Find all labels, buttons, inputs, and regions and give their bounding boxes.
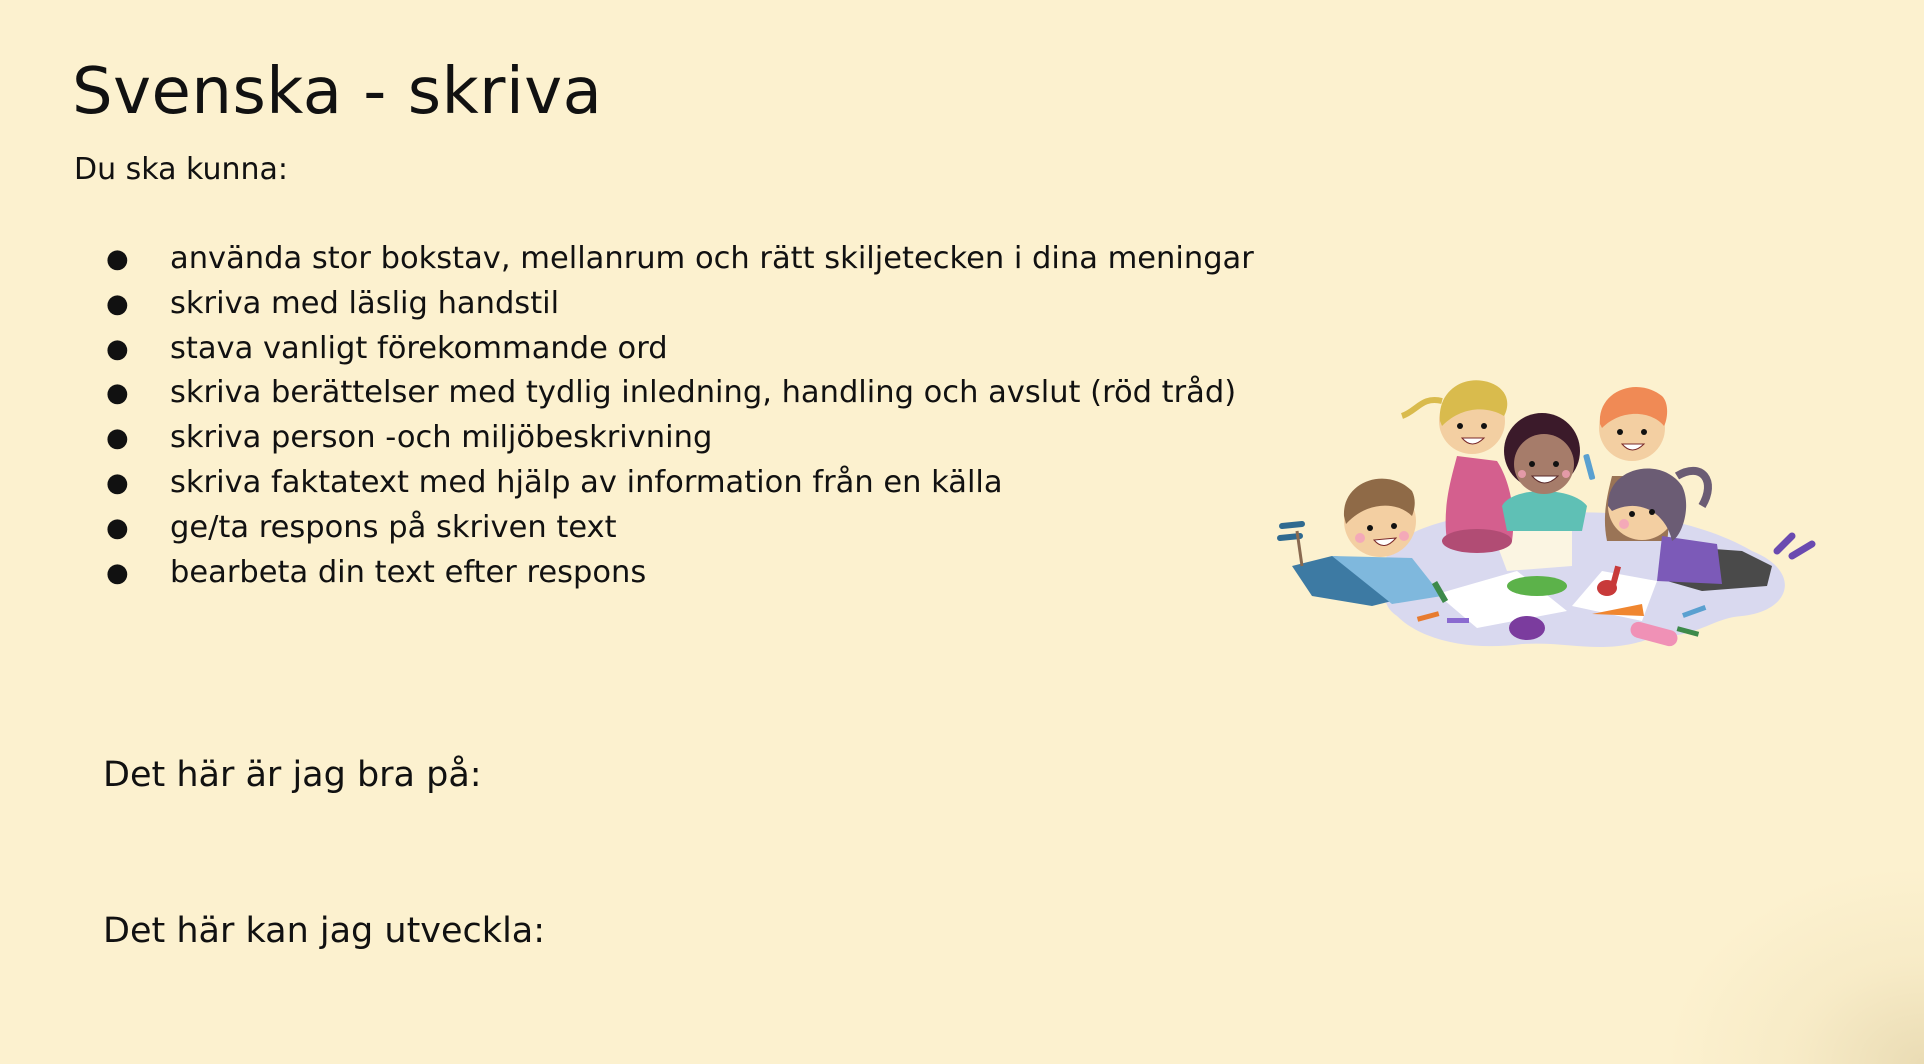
bullet-icon: ● bbox=[106, 288, 129, 319]
children-drawing-illustration-icon bbox=[1272, 366, 1828, 656]
bullet-icon: ● bbox=[106, 467, 129, 498]
bullet-icon: ● bbox=[106, 378, 129, 409]
strengths-label: Det här är jag bra på: bbox=[103, 755, 482, 795]
goal-text: bearbeta din text efter respons bbox=[170, 554, 647, 590]
page-corner-shadow bbox=[1664, 864, 1924, 1064]
goal-text: skriva faktatext med hjälp av information från en källa bbox=[170, 464, 1003, 500]
bullet-icon: ● bbox=[106, 423, 129, 454]
develop-label: Det här kan jag utveckla: bbox=[103, 911, 546, 951]
goal-text: ge/ta respons på skriven text bbox=[170, 509, 617, 545]
slide-title: Svenska - skriva bbox=[72, 55, 603, 129]
goal-text: stava vanligt förekommande ord bbox=[170, 330, 668, 366]
bullet-icon: ● bbox=[106, 333, 129, 364]
goal-text: skriva person -och miljöbeskrivning bbox=[170, 420, 713, 456]
goal-text: använda stor bokstav, mellanrum och rätt skiljetecken i dina meningar bbox=[170, 241, 1254, 276]
goal-text: skriva med läslig handstil bbox=[170, 285, 560, 321]
goal-text: skriva berättelser med tydlig inledning, handling och avslut (röd tråd) bbox=[170, 375, 1237, 411]
subtitle: Du ska kunna: bbox=[74, 152, 289, 187]
bullet-icon: ● bbox=[106, 244, 129, 274]
bullet-icon: ● bbox=[106, 557, 129, 588]
bullet-icon: ● bbox=[106, 512, 129, 543]
